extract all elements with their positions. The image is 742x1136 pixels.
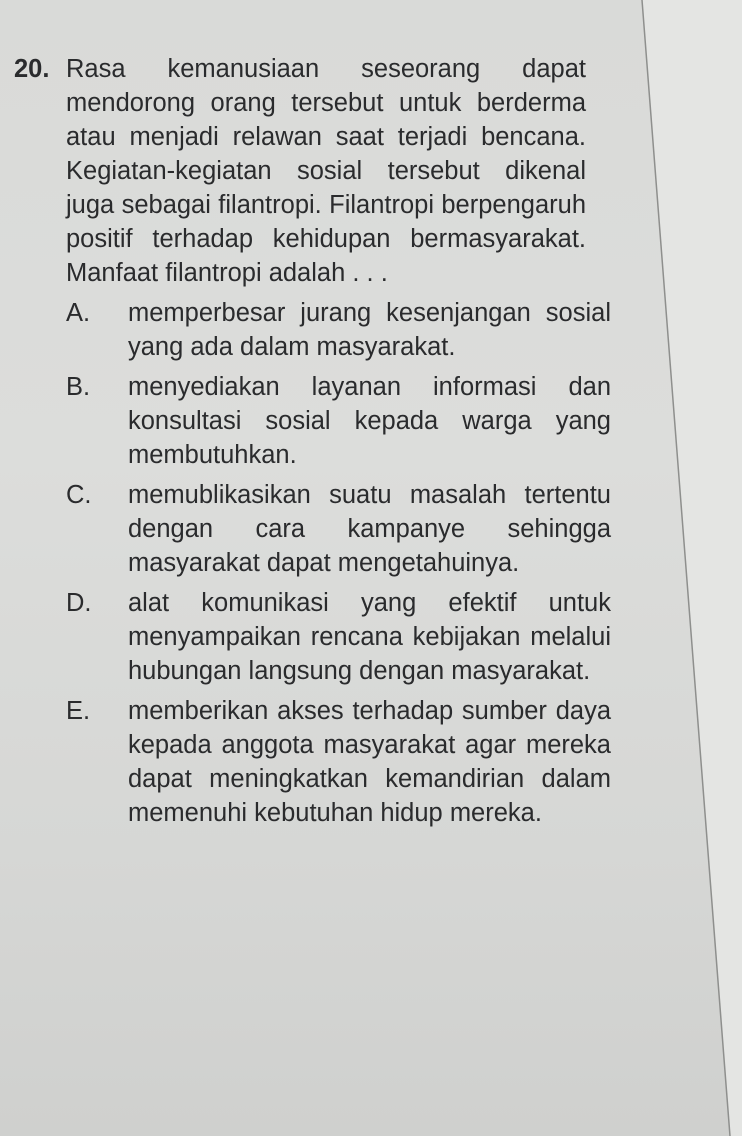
option-letter: A. (66, 299, 91, 327)
option-text: memperbesar jurang kesenjangan sosial yang ada dalam masyarakat. (128, 299, 611, 361)
option-letter: E. (66, 697, 91, 725)
option-c[interactable] (66, 478, 611, 580)
option-e[interactable] (66, 694, 611, 830)
option-text: memberikan akses terhadap sumber daya kepada anggota masyarakat agar mereka dapat meningkatkan kemandirian dalam memenuhi kebutuhan hidup mereka. (128, 697, 611, 827)
option-b[interactable] (66, 370, 611, 472)
question-stem: Rasa kemanusiaan seseorang dapat mendorong orang tersebut untuk berderma atau menjadi relawan saat terjadi bencana. Kegiatan-kegiatan sosial tersebut dikenal juga sebagai filantropi. Filantropi berpengaruh positif terhadap kehidupan bermasyarakat. Manfaat filantropi adalah . . . (66, 55, 586, 287)
option-letter: B. (66, 373, 91, 401)
answer-options (66, 296, 611, 830)
option-d[interactable] (66, 586, 611, 688)
option-letter: C. (66, 481, 92, 509)
option-a[interactable] (66, 296, 611, 364)
option-text: menyediakan layanan informasi dan konsultasi sosial kepada warga yang membutuhkan. (128, 373, 611, 469)
question-number: 20. (14, 55, 50, 83)
option-text: memublikasikan suatu masalah tertentu dengan cara kampanye sehingga masyarakat dapat mengetahuinya. (128, 481, 611, 577)
option-text: alat komunikasi yang efektif untuk menyampaikan rencana kebijakan melalui hubungan langsung dengan masyarakat. (128, 589, 611, 685)
question-block (14, 52, 704, 836)
option-letter: D. (66, 589, 92, 617)
